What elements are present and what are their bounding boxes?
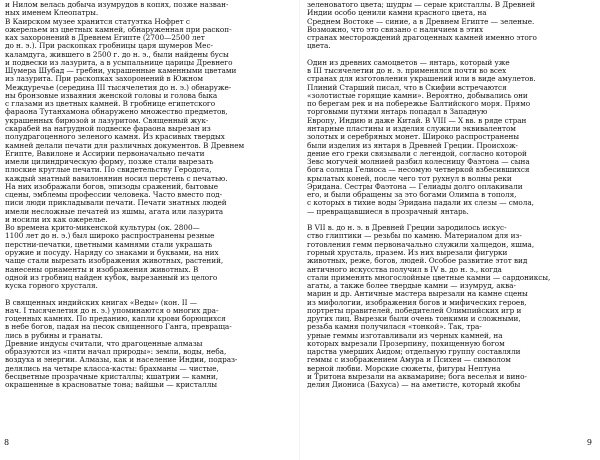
text-line: портреты правителей, победителей Олимпийских игр и: [307, 306, 522, 315]
text-line: ожерельем из цветных камней, обнаруженная при раскоп-: [5, 25, 232, 34]
text-line: окрашенные в красноватые тона; вайшьи — кристаллы: [5, 381, 218, 390]
text-line: украшенных бирюзой и лазуритом. Священный жук-: [5, 116, 209, 125]
text-line: верной любви. Морские сюжеты, фигуры Нептуна: [307, 364, 501, 373]
text-line: Один из древних самоцветов — янтарь, который уже: [307, 58, 510, 67]
text-line: других лиц. Вырезки были очень тонкими и сложными,: [307, 315, 521, 324]
text-line: которых вырезали Прозерпину, похищенную богом: [307, 339, 505, 348]
text-line: лись в рубины и гранаты.: [5, 331, 103, 340]
text-line: ство глиптики — резьбы по камню. Материалом для из-: [307, 232, 522, 241]
text-line: золотых и серебряных монет. Широко распространены: [307, 133, 520, 142]
text-line: нач. I тысячелетия до н. э.) упоминаются о многих дра-: [5, 306, 219, 315]
text-line: сцены, эмблемы профессии человека. Часто вместо под-: [5, 191, 223, 200]
text-line: в III тысячелетии до н. э. применялся почти во всех: [307, 67, 507, 76]
text-line: каламдуга, жившего в 2500 г. до н. э., были найдены бусы: [5, 50, 229, 59]
text-line: бесцветные прозрачные кристаллы; кшатрии — камни,: [5, 372, 218, 381]
text-line: Египте, Вавилоне и Ассирии первоначально печати: [5, 149, 205, 158]
text-line: Зевс могучей молнией разбил колесницу Фаэтона — сына: [307, 158, 530, 167]
text-line: странах для изготовления украшений или в виде амулетов.: [307, 75, 536, 84]
text-line: зеленоватого цвета; шудры — серые кристаллы. В Древней: [307, 1, 536, 9]
text-line: [5, 290, 292, 298]
text-line: перстни-печатки, цветными камнями стали украшать: [5, 240, 213, 249]
text-line: каждый знатный вавилонянин носил перстень с печатью.: [5, 174, 228, 183]
text-line: из лазурита. При раскопках захоронений в Южном: [5, 75, 203, 84]
text-line: имели цилиндрическую форму, позже стали вырезать: [5, 158, 214, 167]
text-line: фараона Тутанхамона обнаружено множество предметов,: [5, 108, 228, 117]
text-line: дение его греки связывали с легендой, согласно которой: [307, 149, 527, 158]
text-line: Плиний Старший писал, что в Скифии встречаются: [307, 83, 507, 92]
text-line: ных именем Клеопатры.: [5, 9, 99, 18]
text-line: Среднем Востоке — синие, а в Древнем Египте — зеленые.: [307, 17, 535, 26]
right-page-number: 9: [586, 438, 592, 447]
text-line: Индии особо ценили камни красного цвета, на: [307, 9, 487, 18]
text-line: чаще стали вырезать изображения животных, растений,: [5, 257, 224, 266]
text-line: по берегам рек и на побережье Балтийского моря. Прямо: [307, 100, 531, 109]
text-line: 1100 лет до н. э.) был широко распространены резные: [5, 232, 215, 241]
text-line: гоценных камнях. По преданию, капли крови борющихся: [5, 315, 226, 324]
text-line: образуются из «пяти начал природы»: земли, воды, неба,: [5, 348, 227, 357]
text-line: ках захоронений в Древнем Египте (2700—2500 лет: [5, 34, 205, 43]
text-line: оружие и посуду. Наряду со знаками и буквами, на них: [5, 248, 219, 257]
text-line: марин и др. Античные мастера вырезали на камне сцены: [307, 290, 528, 299]
text-line: в небе богов, падая на песок священного Ганга, превраща-: [5, 323, 232, 332]
left-page-text-column: [5, 1, 292, 389]
text-line: Во времена крито-микенской культуры (ок. 2800—: [5, 224, 200, 233]
text-line: античного искусства получил в IV в. до н. э., когда: [307, 265, 502, 274]
text-line: бога солнца Гелиоса — несомую четверкой взбесившихся: [307, 166, 530, 175]
text-line: В священных индийских книгах «Веды» (кон. II —: [5, 298, 197, 307]
text-line: писи люди прикладывали печати. Печати знатных людей: [5, 199, 227, 208]
text-line: и подвески из лазурита, а в усыпальнице царицы Древнего: [5, 58, 233, 67]
text-line: одной из гробниц найден кубок, вырезанный из целого: [5, 273, 218, 282]
text-line: агаты, а также более твердые камни — изумруд, аква-: [307, 282, 516, 291]
text-line: из мифологии, изображения богов и мифических героев,: [307, 298, 527, 307]
left-page-number: 8: [4, 438, 10, 447]
text-line: делия Диониса (Бахуса) — на аметисте, который якобы: [307, 381, 521, 390]
text-line: В Каирском музее хранится статуэтка Нофрет с: [5, 17, 190, 26]
text-line: странах месторождений драгоценных камней именно этого: [307, 34, 537, 43]
text-line: до н. э.). При раскопках гробницы царя шумеров Мес-: [5, 42, 213, 51]
text-line: горный хрусталь, празем. Из них вырезали фигурки: [307, 248, 508, 257]
text-line: Древние индусы считали, что драгоценные алмазы: [5, 339, 203, 348]
text-line: нанесены орнаменты и изображения животных. В: [5, 265, 199, 274]
text-line: — превращавшиеся в прозрачный янтарь.: [307, 207, 469, 216]
text-line: и Нилом велась добыча изумрудов в копях, позже назван-: [5, 1, 229, 9]
text-line: Эридана. Сестры Фаэтона — Гелиады долго оплакивали: [307, 182, 523, 191]
text-line: Междуречье (середина III тысячелетия до н. э.) обнаруже-: [5, 83, 232, 92]
text-line: На них изображали богов, эпизоды сражений, бытовые: [5, 182, 219, 191]
text-line: царства умерших Аидом; отдельную группу составляли: [307, 348, 521, 357]
text-line: Шумера Шубад — гребни, украшенные каменными цветами: [5, 67, 237, 76]
text-line: урные геммы изготавливали из черных камней, на: [307, 331, 503, 340]
text-line: его, и были обращены за это богами Олимпа в тополя,: [307, 191, 517, 200]
text-line: геммы с изображением Амура и Психеи — символом: [307, 356, 511, 365]
text-line: Возможно, что это связано с наличием в этих: [307, 25, 484, 34]
text-line: имели несложные печатей из яшмы, агата или лазурита: [5, 207, 224, 216]
right-page: [300, 0, 600, 460]
text-line: торговыми путями янтарь попадал в Западную: [307, 108, 488, 117]
text-line: плоские круглые печати. По свидетельству Геродота,: [5, 166, 212, 175]
text-line: [307, 216, 594, 224]
text-line: камней делали печати для различных документов. В Древнем: [5, 141, 245, 150]
text-line: животных, реже, богов, людей. Особое развитие этот вид: [307, 257, 528, 266]
text-line: стали применять многослойные цветные камни — сардониксы,: [307, 273, 551, 282]
text-line: Европу, Индию и даже Китай. В VIII — X вв. в ряде стран: [307, 116, 527, 125]
text-line: с глазами из цветных камней. В гробнице египетского: [5, 100, 216, 109]
text-line: готовления гемм первоначально служили халцедон, яшма,: [307, 240, 535, 249]
text-line: делялись на четыре класса-касты: брахманы — чистые,: [5, 364, 219, 373]
text-line: цвета.: [307, 42, 331, 51]
text-line: полудрагоценного зеленого камня. Из красивых твердых: [5, 133, 225, 142]
text-line: ны бронзовые изваяния женской головы и голова быка: [5, 91, 218, 100]
text-line: резьба камня получилася «тонкой». Так, тра-: [307, 323, 482, 332]
text-line: воздуха и энергии. Алмазы, как и население Индии, подраз-: [5, 356, 238, 365]
text-line: были изделия из янтаря в Древней Греции. Происхож-: [307, 141, 518, 150]
text-line: янтарные пластины и изделия служили эквивалентом: [307, 124, 516, 133]
right-page-text-column: [307, 1, 594, 389]
text-line: В VII в. до н. э. в Древней Греции зародилось искус-: [307, 224, 507, 233]
text-line: «золотистые горящие камни». Вероятно, добывались они: [307, 91, 528, 100]
text-line: и Тритона вырезали на аквамарине; бога веселья и вино-: [307, 372, 527, 381]
text-line: и носили их как ожерелье.: [5, 215, 108, 224]
text-line: с которых в тихие воды Эридана падали их слезы — смола,: [307, 199, 534, 208]
text-line: скарабей на нагрудной подвеске фараона вырезан из: [5, 124, 211, 133]
text-line: [307, 51, 594, 59]
text-line: куска горного хрусталя.: [5, 282, 98, 291]
text-line: крылатых коней, после чего тот рухнул в волны реки: [307, 174, 512, 183]
